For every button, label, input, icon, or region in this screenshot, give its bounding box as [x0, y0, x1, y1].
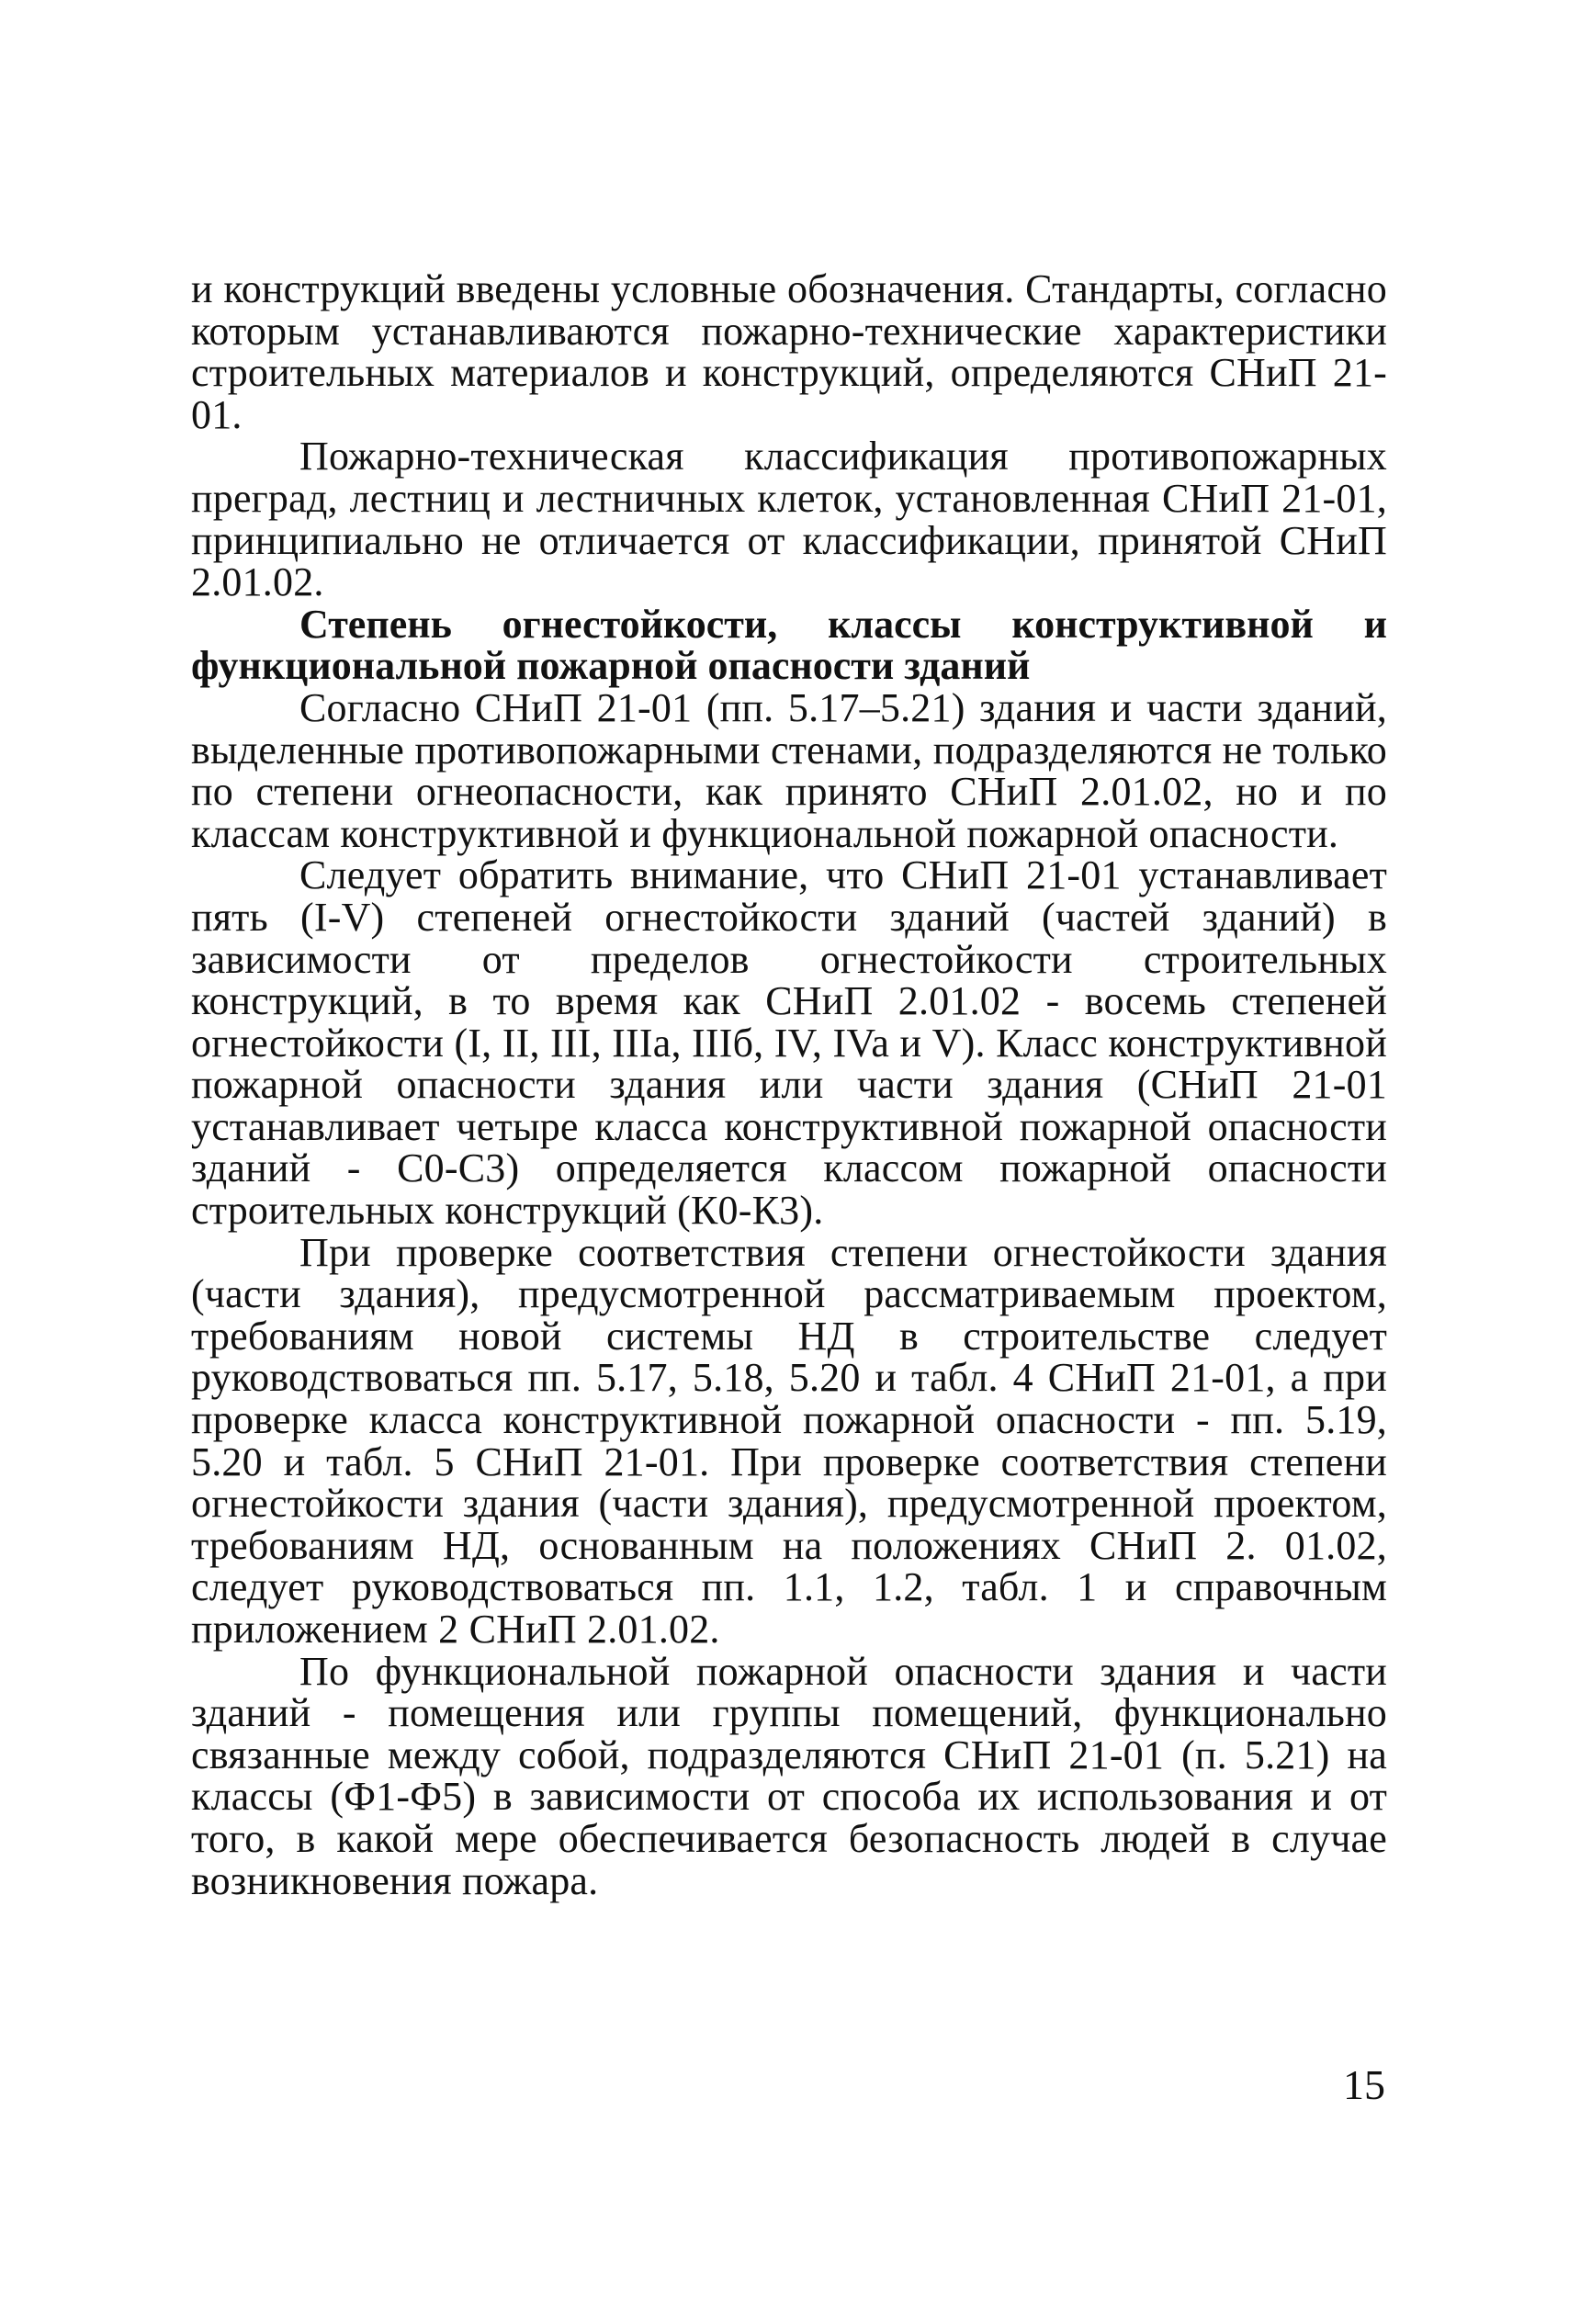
- paragraph-attention: Следует обратить внимание, что СНиП 21-01 устанавливает пять (I-V) степеней огнестойкости зданий (частей зданий) в зависимости от пределов огнестойкости строительных конструкций, в то время как СНиП 2.01.02 - восемь степеней огнестойкости (I, II, III, IIIa, IIIб, IV, IVa и V). Класс конструктивной пожарной опасности здания или части здания (СНиП 21-01 устанавливает четыре класса конструктивной пожарной опасности зданий - С0-С3) определяется классом пожарной опасности строительных конструкций (К0-К3).: [191, 852, 1387, 1234]
- paragraph-checking: При проверке соответствия степени огнестойкости здания (части здания), предусмотренной рассматриваемым проектом, требованиям новой системы НД в строительстве следует руководствоваться пп. 5.17, 5.18, 5.20 и табл. 4 СНиП 21-01, а при проверке класса конструктивной пожарной опасности - пп. 5.19, 5.20 и табл. 5 СНиП 21-01. При проверке соответствия степени огнестойкости здания (части здания), предусмотренной проектом, требованиям НД, основанным на положениях СНиП 2. 01.02, следует руководствоваться пп. 1.1, 1.2, табл. 1 и справочным приложением 2 СНиП 2.01.02.: [191, 1229, 1387, 1652]
- page-number: 15: [1343, 2061, 1385, 2108]
- text-column: [191, 268, 1387, 1901]
- paragraph-continuation: и конструкций введены условные обозначения. Стандарты, согласно которым устанавливаются пожарно-технические характеристики строительных материалов и конструкций, определяются СНиП 21-01.: [191, 266, 1387, 437]
- section-heading: Степень огнестойкости, классы конструктивной и функциональной пожарной опасности зданий: [191, 601, 1387, 689]
- paragraph-according-snip: Согласно СНиП 21-01 (пп. 5.17–5.21) здания и части зданий, выделенные противопожарными стенами, подразделяются не только по степени огнеопасности, как принято СНиП 2.01.02, но и по классам конструктивной и функциональной пожарной опасности.: [191, 684, 1387, 856]
- paragraph-classification: Пожарно-техническая классификация противопожарных преград, лестниц и лестничных клеток, установленная СНиП 21-01, принципиально не отличается от классификации, принятой СНиП 2.01.02.: [191, 434, 1387, 605]
- paragraph-functional-hazard: По функциональной пожарной опасности здания и части зданий - помещения или группы помещений, функционально связанные между собой, подразделяются СНиП 21-01 (п. 5.21) на классы (Ф1-Ф5) в зависимости от способа их использования и от того, в какой мере обеспечивается безопасность людей в случае возникновения пожара.: [191, 1648, 1387, 1903]
